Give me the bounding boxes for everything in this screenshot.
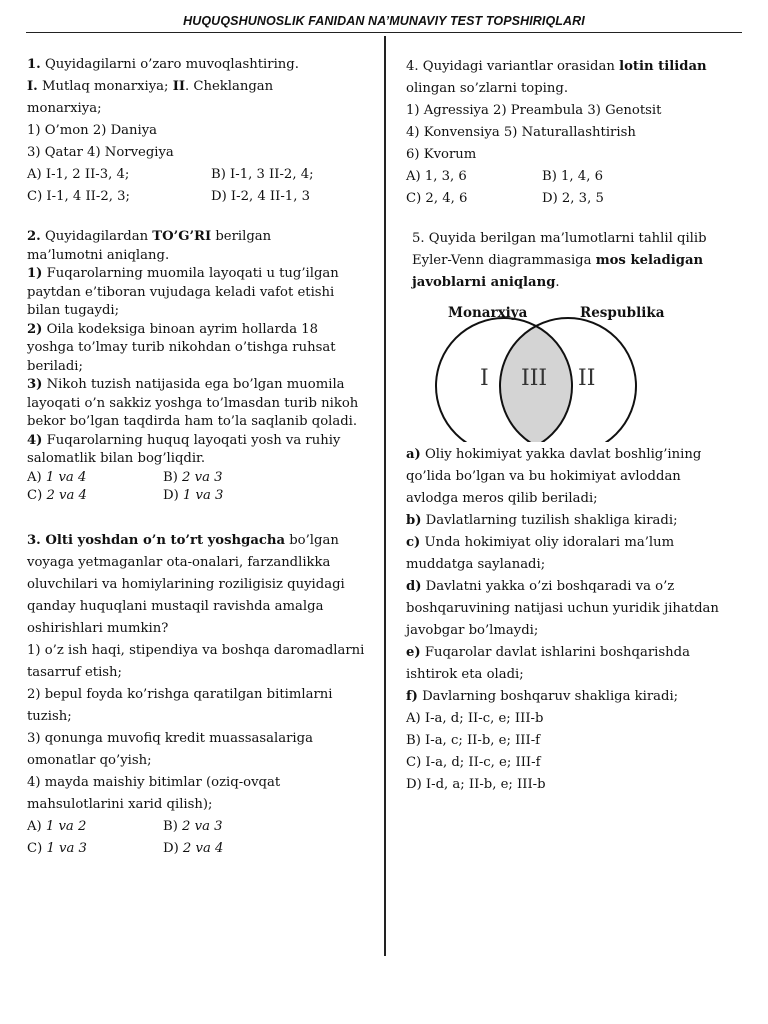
q5-item-e-letter: e) (406, 645, 421, 660)
q1-option-d[interactable]: D) I-2, 4 II-1, 3 (211, 189, 310, 204)
q1-prompt-line (27, 54, 367, 76)
q5-prompt-line-3 (406, 272, 736, 294)
q1-group-i-text: Mutlaq monarxiya; (37, 79, 173, 94)
q5-prompt-line-2 (406, 250, 736, 272)
q3-item-2: 2) bepul foyda ko’rishga qaratilgan bitimlarni tuzish; (27, 686, 333, 724)
q3-options (27, 816, 367, 860)
q1-number: 1. (27, 57, 41, 72)
q2-option-b-value: 2 va 3 (182, 469, 223, 485)
q5-item-b-letter: b) (406, 513, 422, 528)
q1-groups-line-cont: monarxiya; (27, 101, 102, 116)
q5-item-c-letter: c) (406, 535, 421, 550)
q4-prompt-line-2: olingan so’zlarni toping. (406, 81, 569, 96)
q2-option-c-value: 2 va 4 (46, 488, 87, 503)
q3-option-d-value: 2 va 4 (182, 840, 224, 856)
q5-item-a (406, 444, 736, 510)
q4-option-a[interactable]: A) 1, 3, 6 (406, 169, 467, 184)
q4-prompt-line (406, 56, 736, 78)
q3-option-c-letter: C) (27, 840, 43, 856)
q2-item-2-text: Oila kodeksiga binoan ayrim hollarda 18 yoshga to’lmay turib nikohdan o’tishga ruhsat beriladi; (27, 321, 336, 374)
q2-item-1-text: Fuqarolarning muomila layoqati u tug’ilgan paytdan e’tiboran vujudaga keladi vafot etishi bilan tugaydi; (27, 266, 339, 318)
venn-svg (406, 302, 736, 442)
q3-item-1: 1) o’z ish haqi, stipendiya va boshqa daromadlarni tasarruf etish; (27, 642, 365, 680)
column-divider (384, 36, 386, 956)
q2-options (27, 469, 367, 506)
q4-option-b[interactable]: B) 1, 4, 6 (542, 169, 603, 184)
q4-prompt-text: 4. Quyidagi variantlar orasidan (406, 59, 620, 74)
q3-option-b-value: 2 va 3 (182, 818, 223, 834)
q2-item-4 (27, 432, 367, 469)
page-header (26, 14, 742, 33)
q5-item-d-letter: d) (406, 579, 422, 594)
q2-option-a[interactable] (27, 469, 163, 488)
q2-item-2-number: 2) (27, 321, 43, 337)
q2-item-1-number: 1) (27, 266, 43, 281)
q5-item-a-letter: a) (406, 447, 421, 462)
q5-option-a[interactable]: A) I-a, d; II-c, e; III-b (406, 711, 544, 726)
q2-item-3 (27, 376, 367, 432)
q5-option-b[interactable]: B) I-a, c; II-b, e; III-f (406, 733, 541, 748)
q1-groups-line (27, 76, 367, 98)
q2-item-4-number: 4) (27, 432, 43, 448)
question-3 (27, 530, 367, 860)
q2-item-2 (27, 321, 367, 377)
q1-option-a[interactable]: A) I-1, 2 II-3, 4; (27, 167, 130, 182)
q5-item-d (406, 576, 736, 642)
right-column (406, 56, 736, 810)
q3-option-b-letter: B) (163, 818, 178, 834)
q5-prompt-text: Eyler-Venn diagrammasiga (412, 253, 596, 268)
q2-option-a-letter: A) (27, 469, 42, 485)
venn-label-respublika: Respublika (580, 305, 665, 321)
q1-group-ii-label: II (172, 79, 186, 94)
q3-item-4: 4) mayda maishiy bitimlar (oziq-ovqat mahsulotlarini xarid qilish); (27, 774, 281, 812)
q5-prompt-emphasis-2: javoblarni aniqlang (412, 275, 556, 290)
q3-option-b[interactable] (163, 816, 367, 838)
left-column (27, 54, 367, 874)
venn-label-monarxiya: Monarxiya (448, 305, 528, 321)
q5-item-c (406, 532, 736, 576)
venn-region-ii: II (578, 366, 596, 391)
venn-diagram (406, 302, 736, 442)
q1-option-c[interactable]: C) I-1, 4 II-2, 3; (27, 189, 130, 204)
q5-item-e (406, 642, 736, 686)
q5-item-a-text: Oliy hokimiyat yakka davlat boshlig’ining qo’lida bo’lgan va bu hokimiyat avloddan avlodga meros qilib beriladi; (406, 447, 702, 506)
q4-option-d[interactable]: D) 2, 3, 5 (542, 191, 604, 206)
q1-items-b: 3) Qatar 4) Norvegiya (27, 145, 174, 160)
q5-option-d[interactable]: D) I-d, a; II-b, e; III-b (406, 777, 546, 792)
venn-region-i: I (480, 366, 489, 391)
q2-option-d-letter: D) (163, 488, 179, 503)
q2-option-c-letter: C) (27, 488, 43, 503)
q2-number: 2. (27, 229, 41, 244)
q1-group-i-label: I. (27, 79, 38, 94)
q5-item-f-letter: f) (406, 689, 418, 704)
question-4 (406, 56, 736, 210)
q2-prompt-line (27, 228, 367, 247)
q2-item-3-number: 3) (27, 377, 43, 392)
q5-item-b (406, 510, 736, 532)
q4-prompt-emphasis: lotin tilidan (619, 59, 707, 74)
q2-option-d[interactable] (163, 487, 367, 506)
q3-option-d-letter: D) (163, 840, 179, 856)
q1-options (27, 164, 367, 208)
q5-item-e-text: Fuqarolar davlat ishlarini boshqarishda ishtirok eta oladi; (406, 645, 690, 682)
q3-option-a-letter: A) (27, 818, 42, 834)
q5-prompt-end: . (555, 275, 560, 290)
q3-option-d[interactable] (163, 838, 367, 860)
q3-prompt (27, 533, 345, 636)
q5-prompt-line: 5. Quyida berilgan ma’lumotlarni tahlil qilib (412, 231, 707, 246)
q2-item-4-text: Fuqarolarning huquq layoqati yosh va ruhiy salomatlik bilan bog’liqdir. (27, 432, 341, 466)
q3-option-c-value: 1 va 3 (46, 840, 87, 856)
q3-option-a[interactable] (27, 816, 163, 838)
q1-group-ii-text: . Cheklangan (185, 79, 274, 94)
q2-option-d-value: 1 va 3 (182, 488, 224, 503)
question-5 (406, 228, 736, 796)
q3-prompt-text: bo’lgan voyaga yetmaganlar ota-onalari, farzandlikka oluvchilari va homiylarining roziligisiz quyidagi qanday huquqlani mustaqil ravishda amalga oshirishlari mumkin? (27, 532, 345, 636)
q1-option-b[interactable]: B) I-1, 3 II-2, 4; (211, 167, 314, 182)
q2-prompt-emphasis: TO’G’RI (152, 229, 212, 244)
q2-item-1 (27, 265, 367, 321)
q2-option-a-value: 1 va 4 (45, 469, 87, 485)
q3-item-3: 3) qonunga muvofiq kredit muassasalariga omonatlar qo’yish; (27, 730, 313, 768)
q4-items-c: 6) Kvorum (406, 147, 477, 162)
q5-prompt-emphasis: mos keladigan (595, 253, 704, 268)
q2-item-3-text: Nikoh tuzish natijasida ega bo’lgan muomila layoqati o’n sakkiz yoshga to’lmasdan turib nikoh bekor bo’lgan taqdirda ham to’la saqlanib qoladi. (27, 377, 359, 429)
q2-prompt-line-2: ma’lumotni aniqlang. (27, 247, 170, 263)
q3-option-a-value: 1 va 2 (45, 818, 87, 834)
page-title: HUQUQSHUNOSLIK FANIDAN NA’MUNAVIY TEST TOPSHIRIQLARI (183, 14, 585, 28)
q4-items-a: 1) Agressiya 2) Preambula 3) Genotsit (406, 103, 662, 118)
q4-items-b: 4) Konvensiya 5) Naturallashtirish (406, 125, 636, 140)
question-1 (27, 54, 367, 208)
q5-option-c[interactable]: C) I-a, d; II-c, e; III-f (406, 755, 541, 770)
q3-prompt-emphasis: 3. Olti yoshdan o’n to’rt yoshgacha (27, 532, 286, 548)
q3-option-c[interactable] (27, 838, 163, 860)
q5-item-b-text: Davlatlarning tuzilish shakliga kiradi; (421, 513, 678, 528)
q2-option-c[interactable] (27, 487, 163, 506)
q5-item-c-text: Unda hokimiyat oliy idoralari ma’lum muddatga saylanadi; (406, 535, 675, 572)
q2-prompt-b: berilgan (211, 229, 272, 244)
venn-region-iii: III (521, 366, 548, 391)
q2-option-b[interactable] (163, 469, 367, 488)
q5-item-f (406, 686, 736, 708)
q1-prompt: Quyidagilarni o’zaro muvoqlashtiring. (44, 57, 299, 72)
q5-item-f-text: Davlarning boshqaruv shakliga kiradi; (417, 689, 679, 704)
q4-option-c[interactable]: C) 2, 4, 6 (406, 191, 468, 206)
question-2 (27, 228, 367, 506)
q1-items-a: 1) O’mon 2) Daniya (27, 123, 158, 138)
q2-option-b-letter: B) (163, 469, 178, 485)
q5-item-d-text: Davlatni yakka o’zi boshqaradi va o’z boshqaruvining natijasi uchun yuridik jihatdan javobgar bo’lmaydi; (406, 579, 719, 638)
q2-prompt-a: Quyidagilardan (40, 229, 153, 244)
q4-options (406, 166, 736, 210)
